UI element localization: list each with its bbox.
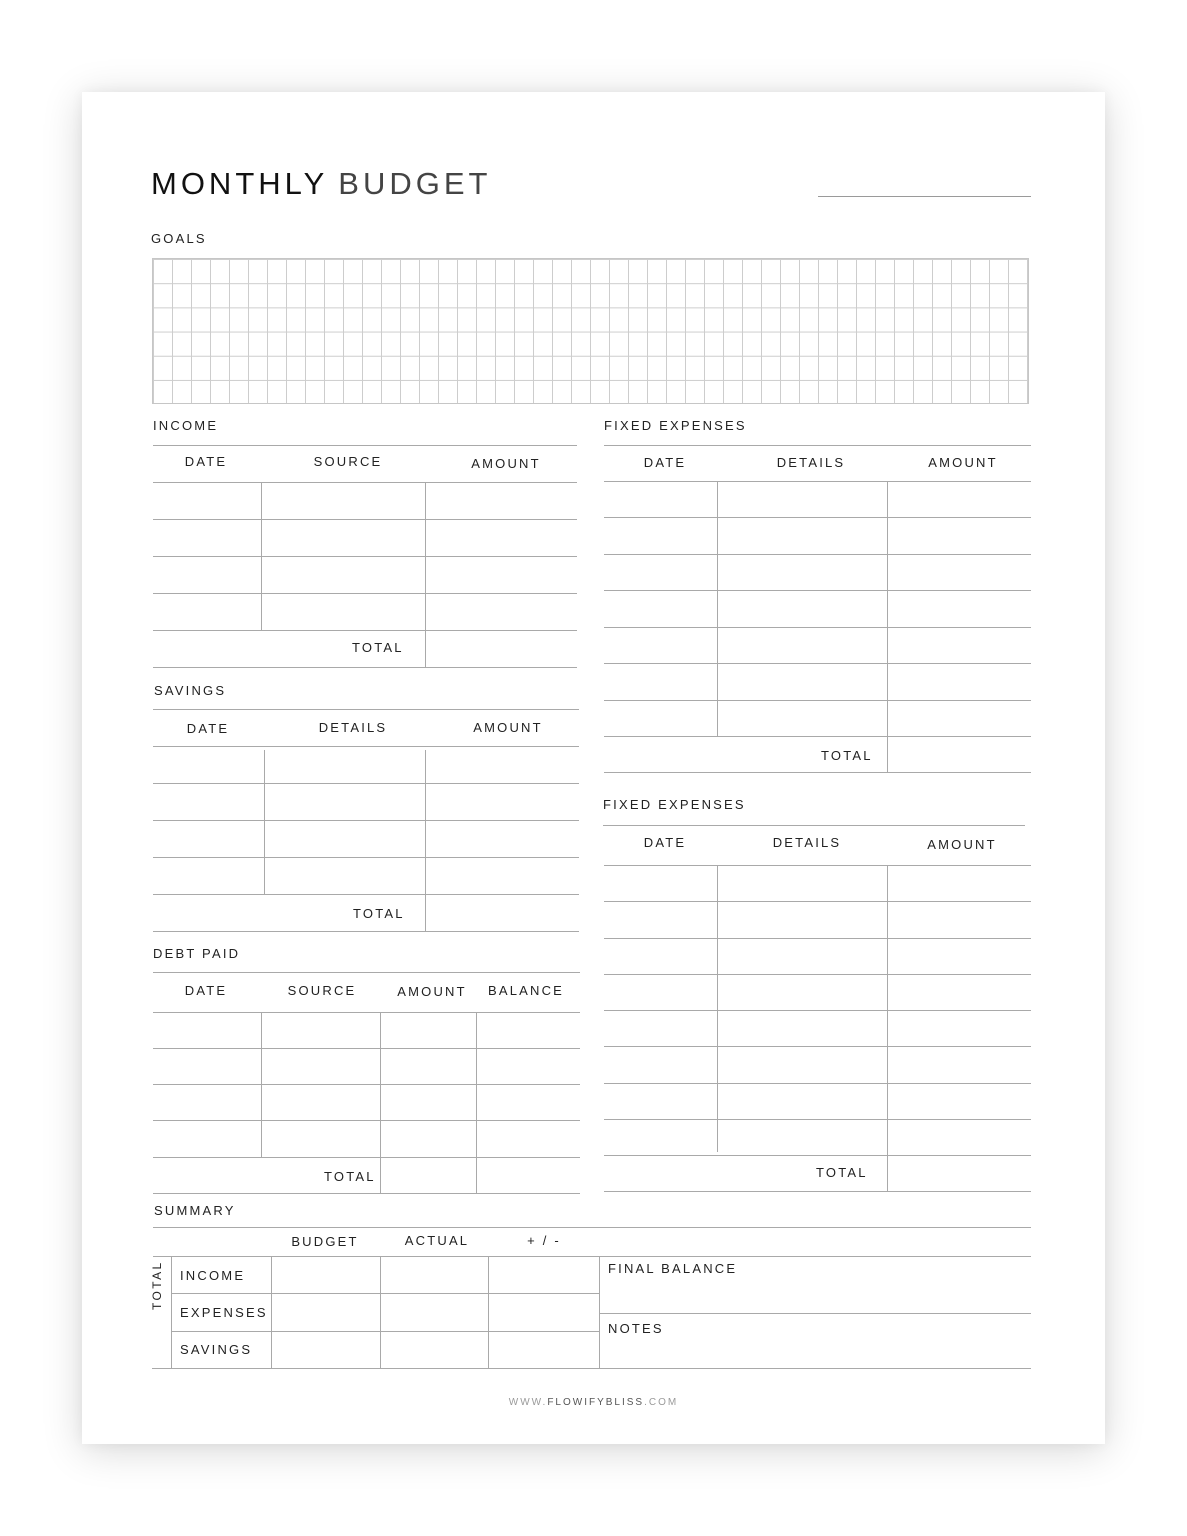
fixed2-rule <box>604 865 1031 866</box>
fixed1-rule <box>604 736 1031 737</box>
summary-col-actual: ACTUAL <box>404 1233 470 1248</box>
fixed1-rule <box>604 627 1031 628</box>
summary-divider <box>380 1256 381 1368</box>
summary-label: SUMMARY <box>154 1203 236 1218</box>
fixed2-divider <box>887 865 888 1191</box>
debt-rule <box>153 1157 580 1158</box>
savings-divider <box>425 750 426 931</box>
income-label: INCOME <box>153 418 219 433</box>
fixed2-rule <box>604 1010 1031 1011</box>
debt-total-label: TOTAL <box>324 1169 376 1184</box>
fixed1-rule <box>604 445 1031 446</box>
fixed1-total-label: TOTAL <box>821 748 873 763</box>
fixed1-col-date: DATE <box>643 455 687 470</box>
fixed1-rule <box>604 554 1031 555</box>
debt-rule <box>153 972 580 973</box>
savings-rule <box>153 709 579 710</box>
debt-col-amount: AMOUNT <box>397 984 467 999</box>
debt-rule <box>153 1084 580 1085</box>
income-rule <box>153 593 577 594</box>
fixed1-rule <box>604 481 1031 482</box>
income-col-amount: AMOUNT <box>471 456 541 471</box>
debt-divider <box>261 1012 262 1157</box>
fixed2-col-date: DATE <box>643 835 687 850</box>
debt-rule <box>153 1012 580 1013</box>
income-rule <box>153 667 577 668</box>
debt-rule <box>153 1048 580 1049</box>
fixed2-rule <box>604 1046 1031 1047</box>
debt-rule <box>153 1120 580 1121</box>
fixed2-rule <box>604 1155 1031 1156</box>
income-rule <box>153 556 577 557</box>
fixed-expenses-1-label: FIXED EXPENSES <box>604 418 747 433</box>
summary-rule <box>153 1227 1031 1228</box>
savings-rule <box>153 783 579 784</box>
fixed2-total-label: TOTAL <box>816 1165 868 1180</box>
final-balance-label: FINAL BALANCE <box>608 1261 738 1276</box>
income-rule <box>153 482 577 483</box>
income-col-source: SOURCE <box>313 454 383 469</box>
footer-website <box>0 1397 1187 1408</box>
footer-post: .COM <box>644 1397 679 1408</box>
footer-pre: WWW. <box>508 1397 548 1408</box>
footer-brand: FLOWIFYBLISS <box>547 1397 645 1408</box>
debt-rule <box>153 1193 580 1194</box>
summary-rule <box>600 1313 1031 1314</box>
fixed2-rule <box>604 1119 1031 1120</box>
summary-col-diff: + / - <box>527 1233 561 1248</box>
fixed1-rule <box>604 700 1031 701</box>
fixed1-rule <box>604 517 1031 518</box>
savings-divider <box>264 750 265 894</box>
debt-label: DEBT PAID <box>153 946 241 961</box>
debt-col-source: SOURCE <box>287 983 357 998</box>
fixed1-divider <box>887 481 888 772</box>
summary-divider <box>171 1256 172 1368</box>
goals-grid[interactable] <box>152 258 1029 404</box>
income-col-date: DATE <box>184 454 228 469</box>
summary-row-income: INCOME <box>180 1268 246 1283</box>
fixed1-rule <box>604 663 1031 664</box>
savings-col-date: DATE <box>186 721 230 736</box>
fixed1-rule <box>604 590 1031 591</box>
fixed2-rule <box>604 901 1031 902</box>
summary-divider <box>488 1256 489 1368</box>
income-divider <box>425 482 426 667</box>
summary-rule <box>152 1368 1031 1369</box>
savings-total-label: TOTAL <box>353 906 405 921</box>
savings-rule <box>153 931 579 932</box>
summary-col-budget: BUDGET <box>291 1234 359 1249</box>
month-write-line[interactable] <box>818 196 1031 197</box>
income-rule <box>153 630 577 631</box>
summary-total-side-label: TOTAL <box>150 1260 164 1310</box>
savings-col-details: DETAILS <box>318 720 388 735</box>
income-total-label: TOTAL <box>352 640 404 655</box>
summary-row-expenses: EXPENSES <box>180 1305 268 1320</box>
savings-rule <box>153 894 579 895</box>
savings-rule <box>153 820 579 821</box>
fixed2-rule <box>604 974 1031 975</box>
debt-divider <box>380 1012 381 1193</box>
page-title <box>151 166 491 202</box>
fixed2-col-amount: AMOUNT <box>927 837 997 852</box>
fixed-expenses-2-label: FIXED EXPENSES <box>603 797 746 812</box>
income-rule <box>153 445 577 446</box>
savings-label: SAVINGS <box>154 683 227 698</box>
savings-col-amount: AMOUNT <box>473 720 543 735</box>
debt-col-date: DATE <box>184 983 228 998</box>
fixed2-rule <box>604 938 1031 939</box>
debt-col-balance: BALANCE <box>487 983 565 998</box>
fixed1-col-details: DETAILS <box>776 455 846 470</box>
fixed2-col-details: DETAILS <box>772 835 842 850</box>
fixed1-col-amount: AMOUNT <box>928 455 998 470</box>
fixed1-divider <box>717 481 718 736</box>
summary-row-savings: SAVINGS <box>180 1342 253 1357</box>
savings-rule <box>153 746 579 747</box>
goals-label: GOALS <box>151 231 207 246</box>
savings-rule <box>153 857 579 858</box>
summary-rule <box>172 1293 599 1294</box>
fixed2-rule <box>603 825 1025 826</box>
summary-rule <box>172 1331 599 1332</box>
income-rule <box>153 519 577 520</box>
fixed1-rule <box>604 772 1031 773</box>
title-bold: MONTHLY <box>151 166 329 201</box>
notes-label: NOTES <box>608 1321 664 1336</box>
summary-divider <box>271 1256 272 1368</box>
debt-divider <box>476 1012 477 1193</box>
income-divider <box>261 482 262 630</box>
summary-rule <box>153 1256 1031 1257</box>
fixed2-rule <box>604 1191 1031 1192</box>
fixed2-rule <box>604 1083 1031 1084</box>
title-light: BUDGET <box>338 166 492 201</box>
summary-divider <box>599 1256 600 1368</box>
fixed2-divider <box>717 865 718 1152</box>
